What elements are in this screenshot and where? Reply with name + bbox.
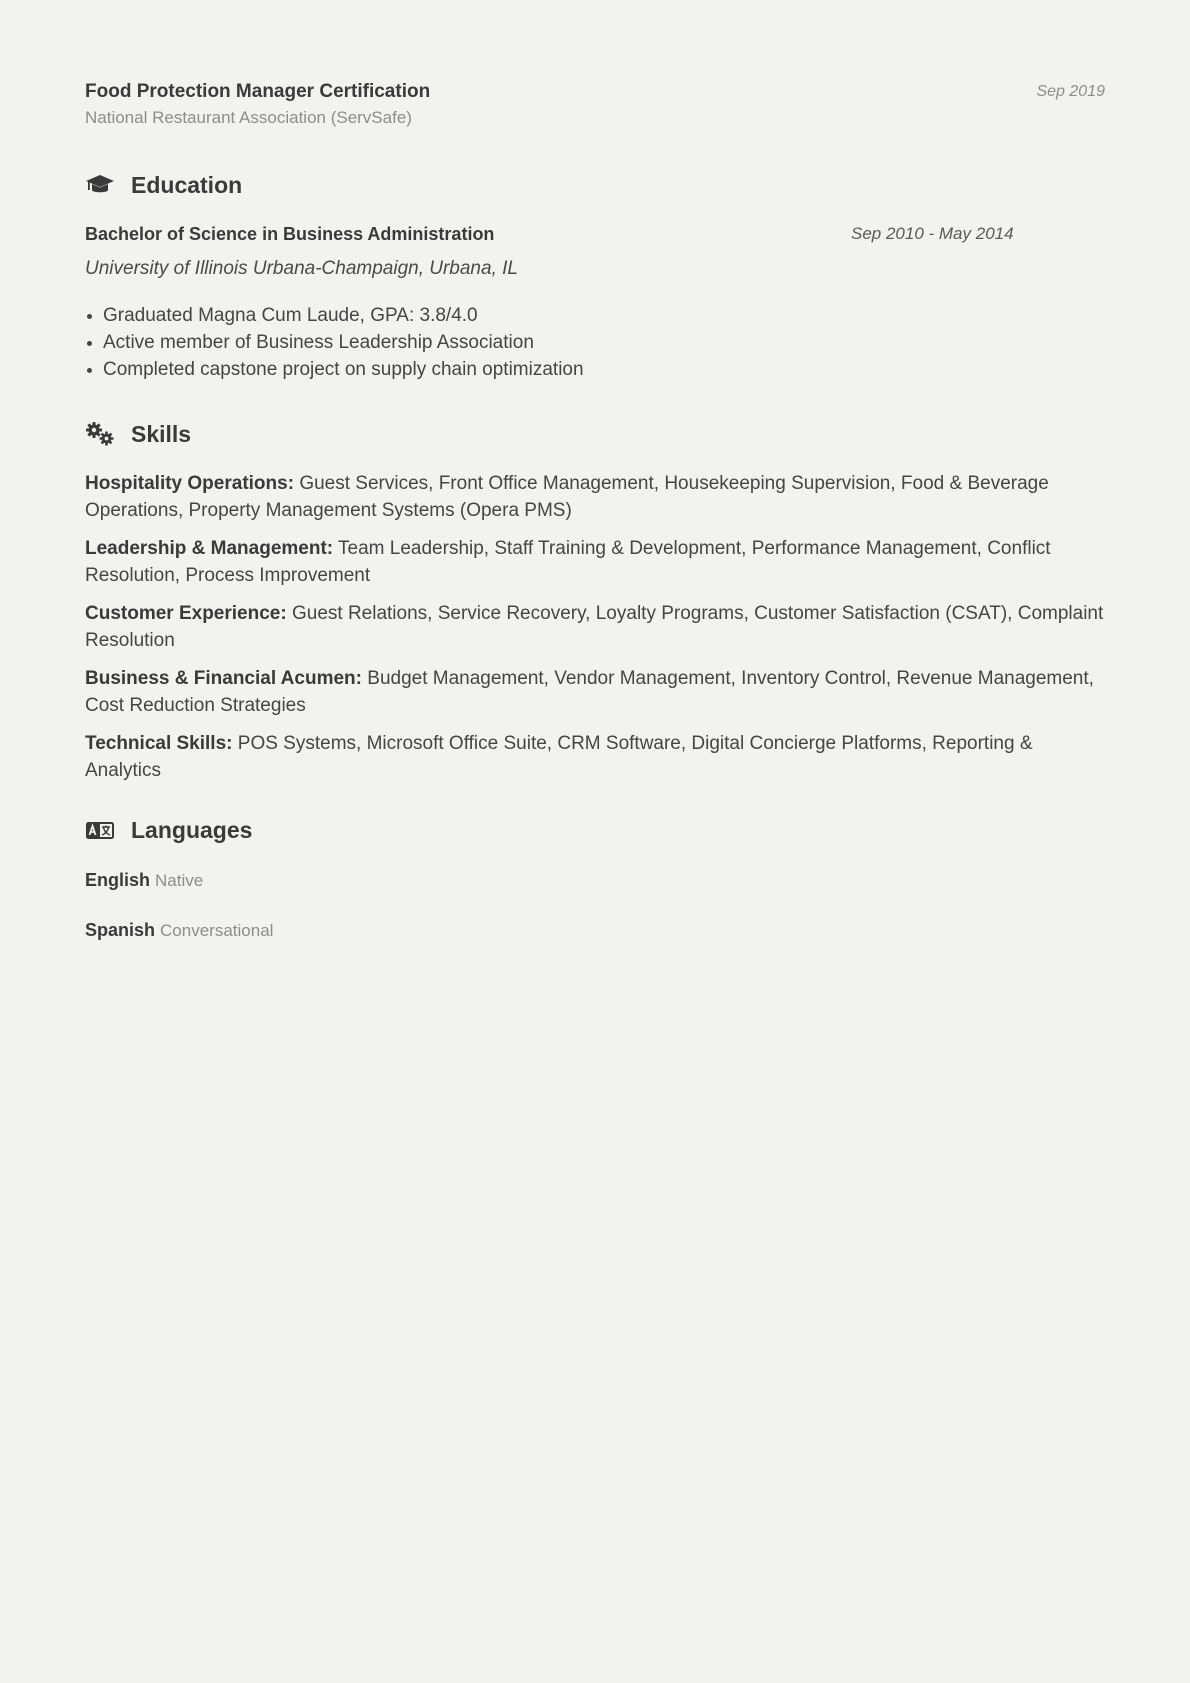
skill-group-label: Business & Financial Acumen:: [85, 668, 362, 689]
certification-title: Food Protection Manager Certification: [85, 81, 431, 102]
language-entry: [85, 918, 273, 943]
education-dates: Sep 2010 - May 2014: [851, 224, 1014, 243]
list-item: Completed capstone project on supply chain optimization: [85, 356, 1105, 383]
list-item: Graduated Magna Cum Laude, GPA: 3.8/4.0: [85, 302, 1105, 329]
skills-section-heading: [85, 419, 191, 449]
certification-date: Sep 2019: [1036, 83, 1105, 100]
languages-section-heading: [85, 815, 252, 845]
skill-group-label: Hospitality Operations:: [85, 473, 295, 494]
language-entry: [85, 868, 203, 893]
language-icon: [85, 817, 115, 843]
skill-group-items: Guest Relations, Service Recovery, Loyalty Programs, Customer Satisfaction (CSAT), Complaint Resolution: [85, 603, 1104, 651]
skill-group-items: Budget Management, Vendor Management, Inventory Control, Revenue Management, Cost Reduction Strategies: [85, 668, 1094, 716]
skill-group: [85, 470, 1105, 524]
skill-group-items: Team Leadership, Staff Training & Development, Performance Management, Conflict Resolution, Process Improvement: [85, 538, 1051, 586]
skills-list: [85, 470, 1105, 795]
language-name: Spanish: [85, 920, 156, 940]
certification-organization: National Restaurant Association (ServSafe): [85, 108, 412, 127]
skill-group-label: Customer Experience:: [85, 603, 287, 624]
certification-entry: [85, 80, 1105, 130]
skill-group: [85, 600, 1105, 654]
list-item: Active member of Business Leadership Association: [85, 329, 1105, 356]
skills-heading: Skills: [131, 421, 192, 447]
education-section-heading: [85, 170, 242, 200]
language-level: Conversational: [160, 921, 274, 940]
skill-group-label: Leadership & Management:: [85, 538, 334, 559]
skill-group: [85, 730, 1105, 784]
skill-group-items: POS Systems, Microsoft Office Suite, CRM Software, Digital Concierge Platforms, Reporting & Analytics: [85, 733, 1033, 781]
education-highlights: [85, 302, 1105, 383]
skill-group-items: Guest Services, Front Office Management, Housekeeping Supervision, Food & Beverage Operations, Property Management Systems (Opera PMS): [85, 473, 1049, 521]
gears-icon: [85, 421, 115, 447]
skill-group: [85, 535, 1105, 589]
skill-group-label: Technical Skills:: [85, 733, 233, 754]
education-degree: Bachelor of Science in Business Administration: [85, 224, 495, 244]
languages-heading: Languages: [131, 817, 253, 843]
language-level: Native: [155, 871, 204, 890]
education-heading: Education: [131, 172, 243, 198]
language-name: English: [85, 870, 151, 890]
education-school: University of Illinois Urbana-Champaign, Urbana, IL: [85, 258, 518, 279]
graduation-cap-icon: [85, 172, 115, 198]
skill-group: [85, 665, 1105, 719]
education-entry: [85, 222, 1105, 383]
